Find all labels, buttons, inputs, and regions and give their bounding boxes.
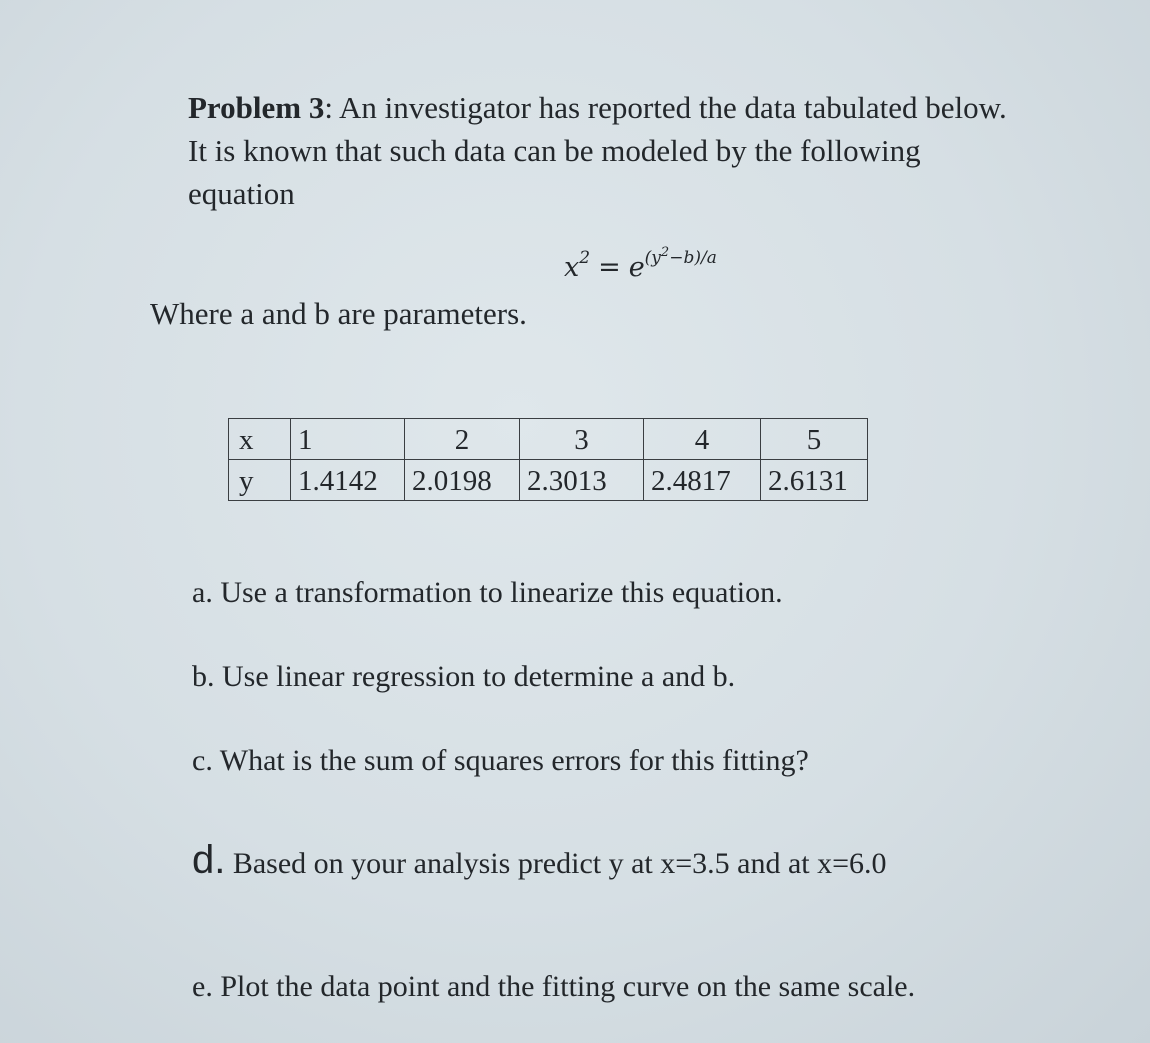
table-cell: 2.4817 [644,460,761,501]
table-row-x [229,419,868,460]
part-d [192,838,887,883]
equation-rhs-exponent [644,245,717,268]
part-d-letter: d. [192,838,226,882]
equation-rhs-exp-open: (y [644,248,661,268]
row-header-y: y [229,460,291,501]
part-b: b. Use linear regression to determine a and b. [192,660,736,693]
table-row-y [229,460,868,501]
table-cell: 4 [644,419,761,460]
problem-label: Problem 3 [188,90,325,125]
part-c: c. What is the sum of squares errors for this fitting? [192,744,809,777]
table-cell: 2.0198 [405,460,520,501]
table-cell: 1 [291,419,405,460]
row-header-x: x [229,419,291,460]
table-cell: 2.3013 [520,460,644,501]
table-cell: 5 [761,419,868,460]
data-table [228,418,868,501]
equation-lhs-exponent: 2 [579,248,591,268]
part-a: a. Use a transformation to linearize this equation. [192,576,783,609]
equation-rhs-exp-square: 2 [660,245,670,260]
problem-label-colon: : [324,90,333,125]
part-d-text: Based on your analysis predict y at x=3.5 and at x=6.0 [225,847,887,880]
equation-lhs-base: x [564,252,580,283]
problem-intro-text: An investigator has reported the data tabulated below. It is known that such data can be modeled by the following equation [188,90,1007,211]
table-cell: 1.4142 [291,460,405,501]
model-equation [564,245,717,283]
equation-rhs-base: e [628,252,645,283]
part-e: e. Plot the data point and the fitting curve on the same scale. [192,970,916,1003]
equation-equals: = [598,252,621,283]
table-cell: 2 [405,419,520,460]
problem-intro [188,86,1018,215]
table-cell: 2.6131 [761,460,868,501]
parameters-note: Where a and b are parameters. [150,296,527,331]
equation-rhs-exp-close: −b)/a [669,248,717,268]
table-cell: 3 [520,419,644,460]
